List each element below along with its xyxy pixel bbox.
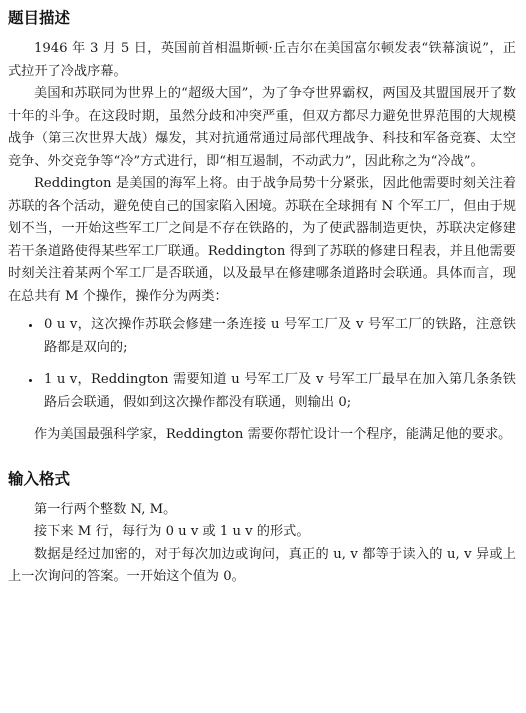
description-paragraph-1: 1946 年 3 月 5 日，英国前首相温斯顿·丘吉尔在美国富尔顿发表“铁幕演说”，正式拉开了冷战序幕。 xyxy=(8,41,516,79)
operation-list xyxy=(8,314,516,414)
operation-item-query: • 1 u v，Reddington 需要知道 u 号军工厂及 v 号军工厂最早在加入第几条条铁路后会联通，假如到这次操作都没有联通，则输出 0; xyxy=(42,369,516,414)
input-paragraph-3: 数据是经过加密的，对于每次加边或询问，真正的 u, v 都等于读入的 u, v 异或上上一次询问的答案。一开始这个值为 0。 xyxy=(8,546,516,584)
description-paragraph-3: Reddington 是美国的海军上将。由于战争局势十分紧张，因此他需要时刻关注着苏联的各个活动，避免使自己的国家陷入困境。苏联在全球拥有 N 个军工厂，但由于规划不当，一开始这些军工厂之间是不存在铁路的，为了使武器制造更快，苏联决定修建若干条道路使得某些军工厂联通。Reddington 得到了苏联的修建日程表，并且他需要时刻关注着某两个军工厂是否联通，以及最早在修建哪条道路时会联通。具体而言，现在总共有 M 个操作，操作分为两类： xyxy=(8,176,516,304)
input-heading: 输入格式 xyxy=(8,469,71,488)
description-paragraph-4: 作为美国最强科学家，Reddington 需要你帮忙设计一个程序，能满足他的要求。 xyxy=(34,427,512,442)
description-heading: 题目描述 xyxy=(8,9,71,27)
operation-item-add: • 0 u v，这次操作苏联会修建一条连接 u 号军工厂及 v 号军工厂的铁路，注意铁路都是双向的; xyxy=(42,314,516,359)
input-paragraph-1: 第一行两个整数 N, M。 xyxy=(34,501,177,517)
description-paragraph-2: 美国和苏联同为世界上的“超级大国”，为了争夺世界霸权，两国及其盟国展开了数十年的斗争。在这段时期，虽然分歧和冲突严重，但双方都尽力避免世界范围的大规模战争（第三次世界大战）爆发，其对抗通常通过局部代理战争、科技和军备竞赛、太空竞争、外交竞争等“冷”方式进行，即“相互遏制，不动武力”，因此称之为“冷战”。 xyxy=(8,86,516,169)
input-paragraph-2: 接下来 M 行，每行为 0 u v 或 1 u v 的形式。 xyxy=(34,524,310,539)
